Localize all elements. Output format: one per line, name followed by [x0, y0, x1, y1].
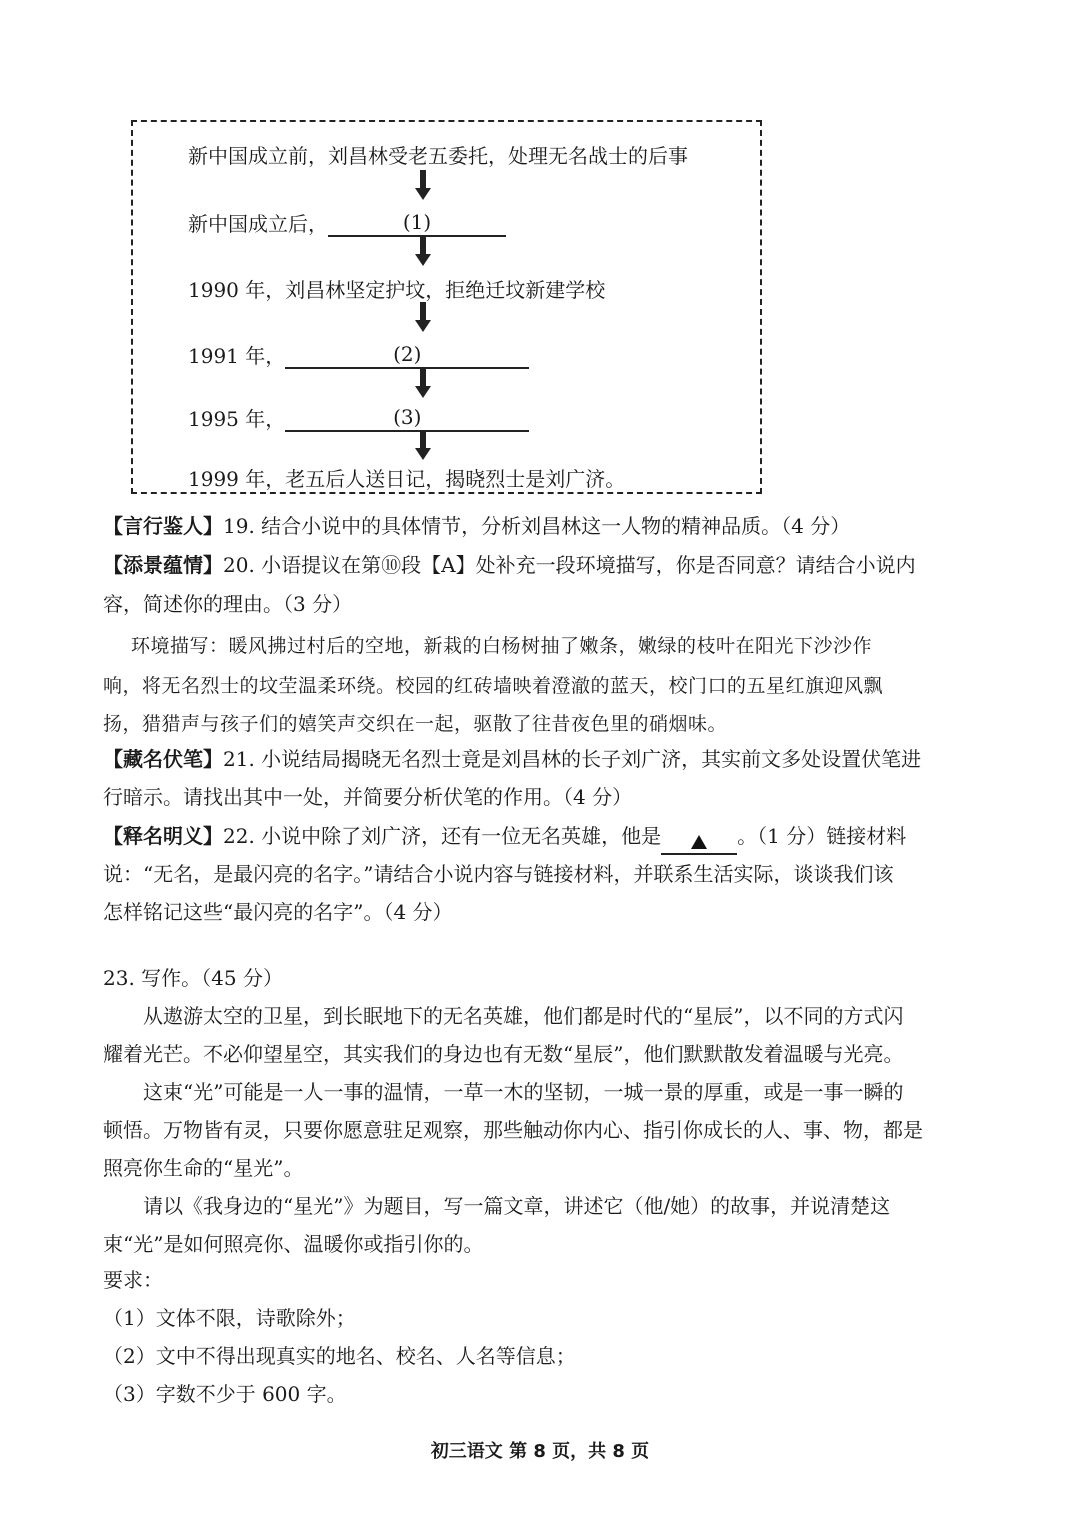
timeline-step-2: 新中国成立后， (1) — [188, 208, 506, 237]
question-22: 【释名明义】22. 小说中除了刘广济，还有一位无名英雄，他是 。（1 分）链接材料 — [103, 817, 906, 855]
blank-3: (3) — [285, 406, 529, 432]
blank-2: (2) — [285, 343, 529, 369]
essay-paragraph-line: 照亮你生命的“星光”。 — [103, 1156, 304, 1180]
timeline-step-3: 1990 年，刘昌林坚定护坟，拒绝迁坟新建学校 — [188, 278, 606, 302]
down-arrow-icon — [416, 368, 430, 398]
essay-paragraph-line: 耀着光芒。不必仰望星空，其实我们的身边也有无数“星辰”，他们默默散发着温暖与光亮。 — [103, 1042, 904, 1066]
essay-heading: 23. 写作。（45 分） — [103, 966, 283, 990]
timeline-step-6: 1999 年，老五后人送日记，揭晓烈士是刘广济。 — [188, 467, 626, 491]
blank-1: (1) — [328, 211, 506, 237]
env-description-line: 扬，猎猎声与孩子们的嬉笑声交织在一起，驱散了往昔夜色里的硝烟味。 — [103, 713, 728, 735]
question-19: 【言行鉴人】19. 结合小说中的具体情节，分析刘昌林这一人物的精神品质。（4 分） — [103, 514, 851, 538]
requirement-item: （2）文中不得出现真实的地名、校名、人名等信息； — [103, 1344, 576, 1368]
page-footer: 初三语文 第 8 页，共 8 页 — [430, 1441, 650, 1462]
question-21-cont: 行暗示。请找出其中一处，并简要分析伏笔的作用。（4 分） — [103, 785, 633, 809]
env-description-line: 环境描写：暖风拂过村后的空地，新栽的白杨树抽了嫩条，嫩绿的枝叶在阳光下沙沙作 — [131, 635, 873, 657]
timeline-step-1: 新中国成立前，刘昌林受老五委托，处理无名战士的后事 — [188, 144, 688, 168]
requirement-item: （3）字数不少于 600 字。 — [103, 1382, 347, 1406]
down-arrow-icon — [416, 236, 430, 266]
requirements-heading: 要求： — [103, 1268, 163, 1292]
essay-paragraph-line: 顿悟。万物皆有灵，只要你愿意驻足观察，那些触动你内心、指引你成长的人、事、物，都是 — [103, 1118, 923, 1142]
requirement-item: （1）文体不限，诗歌除外； — [103, 1306, 356, 1330]
timeline-step-5: 1995 年， (3) — [188, 403, 529, 432]
timeline-step-4: 1991 年， (2) — [188, 340, 529, 369]
env-description-line: 响，将无名烈士的坟茔温柔环绕。校园的红砖墙映着澄澈的蓝天，校门口的五星红旗迎风飘 — [103, 675, 884, 697]
essay-paragraph-line: 束“光”是如何照亮你、温暖你或指引你的。 — [103, 1232, 484, 1256]
question-22-cont: 说：“无名，是最闪亮的名字。”请结合小说内容与链接材料，并联系生活实际，谈谈我们该 — [103, 862, 894, 886]
essay-paragraph-line: 这束“光”可能是一人一事的温情，一草一木的坚韧，一城一景的厚重，或是一事一瞬的 — [143, 1080, 904, 1104]
question-21: 【藏名伏笔】21. 小说结局揭晓无名烈士竟是刘昌林的长子刘广济，其实前文多处设置伏笔进 — [103, 747, 922, 771]
down-arrow-icon — [416, 430, 430, 460]
timeline-flowchart — [131, 120, 762, 494]
down-arrow-icon — [416, 170, 430, 200]
essay-paragraph-line: 从遨游太空的卫星，到长眠地下的无名英雄，他们都是时代的“星辰”，以不同的方式闪 — [143, 1004, 904, 1028]
answer-blank — [661, 829, 737, 855]
question-20: 【添景蕴情】20. 小语提议在第⑩段【A】处补充一段环境描写，你是否同意？请结合小说内 — [103, 553, 916, 577]
down-arrow-icon — [416, 302, 430, 332]
essay-paragraph-line: 请以《我身边的“星光”》为题目，写一篇文章，讲述它（他/她）的故事，并说清楚这 — [143, 1194, 891, 1218]
question-22-cont: 怎样铭记这些“最闪亮的名字”。（4 分） — [103, 900, 453, 924]
question-20-cont: 容，简述你的理由。（3 分） — [103, 592, 353, 616]
triangle-icon — [691, 835, 707, 849]
